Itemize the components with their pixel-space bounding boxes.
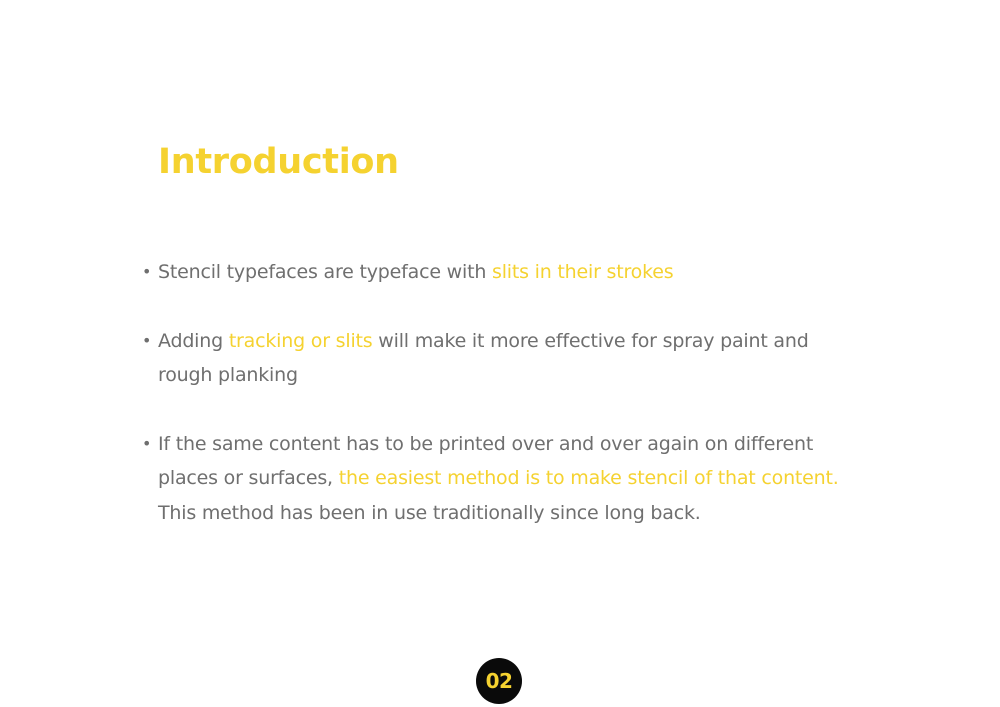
bullet-list bbox=[142, 255, 858, 530]
bullet-highlight: slits in their strokes bbox=[492, 261, 674, 283]
bullet-highlight: tracking or slits bbox=[228, 329, 373, 352]
bullet-text: This method has been in use traditionally since long back. bbox=[158, 501, 701, 524]
bullet-text: will make it more effective for spray paint and rough planking bbox=[158, 329, 809, 386]
bullet-item-2 bbox=[142, 324, 858, 393]
bullet-item-1 bbox=[142, 255, 858, 290]
bullet-dot-icon: • bbox=[142, 262, 152, 281]
bullet-dot-icon: • bbox=[142, 433, 152, 453]
bullet-text: Stencil typefaces are typeface with bbox=[158, 261, 493, 283]
slide-title: Introduction bbox=[158, 142, 399, 182]
bullet-item-3 bbox=[142, 427, 858, 531]
bullet-text: If the same content has to be printed over and over again on different places or surfaces, bbox=[158, 432, 814, 489]
bullet-dot-icon: • bbox=[142, 330, 152, 350]
page-number: 02 bbox=[485, 669, 513, 693]
bullet-text: Adding bbox=[158, 329, 229, 352]
bullet-highlight: the easiest method is to make stencil of that content. bbox=[338, 467, 839, 489]
page-number-badge bbox=[476, 658, 522, 704]
